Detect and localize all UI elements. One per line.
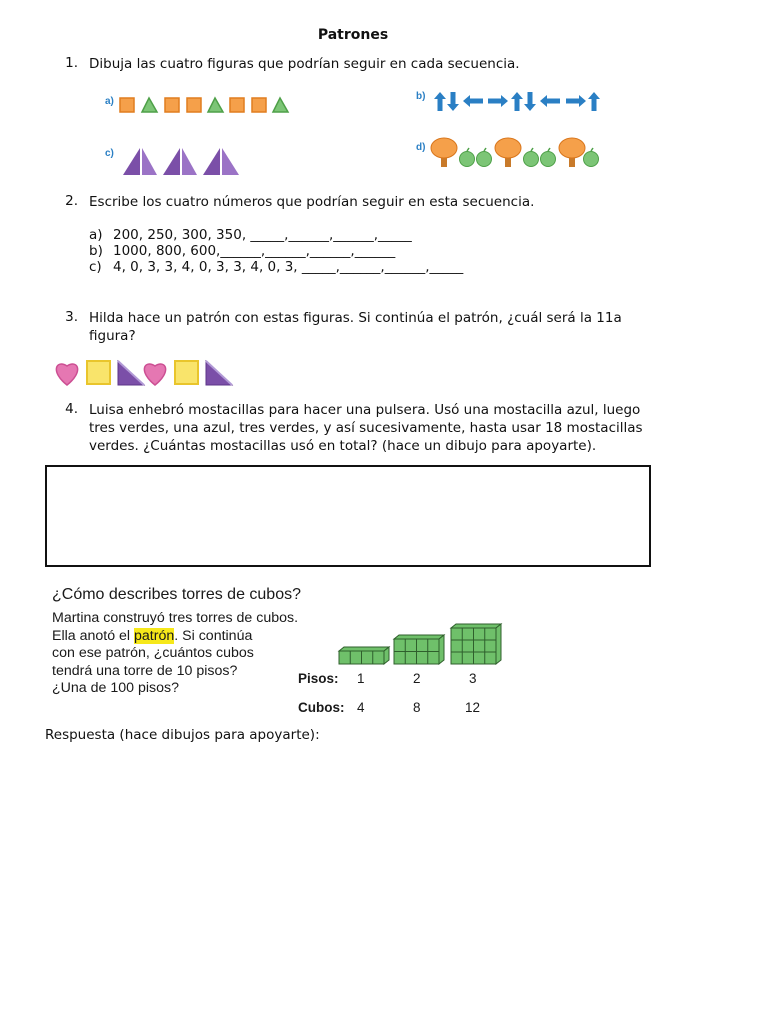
question-1-text: Dibuja las cuatro figuras que podrían seguir en cada secuencia. [89, 56, 520, 72]
drawing-answer-box[interactable] [45, 465, 651, 567]
sequence-d-label: d) [416, 142, 426, 153]
question-4-line-2: tres verdes, una azul, tres verdes, y así sucesivamente, hasta usar 18 mostacillas [89, 420, 643, 436]
tower-3 [451, 624, 501, 664]
floors-row-label: Pisos: [298, 671, 339, 686]
cubes-row-label: Cubos: [298, 700, 345, 715]
sequence-b-label: b) [416, 91, 426, 102]
up-arrow-icon [434, 92, 446, 111]
question-3-line-1: Hilda hace un patrón con estas figuras. Si continúa el patrón, ¿cuál será la 11a [89, 310, 622, 326]
cubes-text-line-2 [52, 628, 298, 646]
question-2-number: 2. [65, 193, 78, 209]
highlighted-word: patrón [134, 627, 175, 644]
right-arrow-icon [488, 95, 508, 107]
apple-icon [524, 148, 539, 167]
floors-value-1: 1 [357, 671, 365, 686]
left-arrow-icon [463, 95, 483, 107]
cubes-text-line-2-start: Ella anotó el [52, 627, 135, 644]
cubes-text-line-1: Martina construyó tres torres de cubos. [52, 610, 299, 626]
square-shape [87, 361, 110, 384]
apple-icon [584, 148, 599, 167]
square-shape [230, 98, 244, 112]
cubes-text-line-3: con ese patrón, ¿cuántos cubos [52, 645, 254, 661]
triangle-pair-shape [163, 148, 197, 175]
cubes-value-2: 8 [413, 700, 421, 715]
up-arrow-icon [588, 92, 600, 111]
tree-icon [559, 138, 585, 167]
question-3-shapes [54, 358, 236, 388]
square-shape [120, 98, 134, 112]
cube-towers [337, 622, 502, 667]
question-2-text: Escribe los cuatro números que podrían seguir en esta secuencia. [89, 194, 535, 210]
tower-1 [339, 647, 389, 664]
sequence-c-shapes [121, 146, 243, 176]
square-shape [187, 98, 201, 112]
answer-label: Respuesta (hace dibujos para apoyarte): [45, 727, 320, 743]
heart-icon [144, 364, 165, 385]
cubes-text-line-4: tendrá una torre de 10 pisos? [52, 662, 238, 679]
cubes-problem-text [52, 610, 298, 698]
question-3-number: 3. [65, 309, 78, 325]
sequence-item-c-text: 4, 0, 3, 3, 4, 0, 3, 3, 4, 0, 3, _____,______,______,_____ [113, 259, 464, 275]
sequence-a-label: a) [105, 96, 114, 107]
tree-icon [495, 138, 521, 167]
cubes-text-line-2-end: . Si continúa [174, 627, 253, 644]
triangle-shape [142, 98, 157, 112]
question-3-line-2: figura? [89, 328, 136, 344]
question-1-number: 1. [65, 55, 78, 71]
sequence-d-shapes [431, 136, 603, 170]
down-arrow-icon [524, 92, 536, 111]
apple-icon [477, 148, 492, 167]
sequence-b-arrows [433, 91, 603, 113]
tree-icon [431, 138, 457, 167]
sequence-item-c-label: c) [89, 259, 102, 275]
right-triangle-shape [118, 361, 144, 385]
cubes-value-1: 4 [357, 700, 365, 715]
triangle-shape [273, 98, 288, 112]
sequence-item-b-text: 1000, 800, 600,______,______,______,______ [113, 243, 396, 259]
triangle-pair-shape [123, 148, 157, 175]
sequence-item-a-label: a) [89, 227, 103, 243]
question-4-number: 4. [65, 401, 78, 417]
sequence-item-b-label: b) [89, 243, 103, 259]
triangle-shape [208, 98, 223, 112]
square-shape [165, 98, 179, 112]
sequence-a-shapes [119, 95, 294, 115]
apple-icon [460, 148, 475, 167]
right-arrow-icon [566, 95, 586, 107]
up-arrow-icon [511, 92, 523, 111]
floors-value-2: 2 [413, 671, 421, 686]
sequence-item-a-text: 200, 250, 300, 350, _____,______,______,_____ [113, 227, 412, 243]
tower-2 [394, 635, 444, 664]
square-shape [252, 98, 266, 112]
sequence-c-label: c) [105, 148, 114, 159]
cubes-text-line-5: ¿Una de 100 pisos? [52, 680, 179, 696]
heart-icon [56, 364, 77, 385]
left-arrow-icon [540, 95, 560, 107]
triangle-pair-shape [203, 148, 239, 175]
floors-value-3: 3 [469, 671, 477, 686]
question-4-line-3: verdes. ¿Cuántas mostacillas usó en total? (hace un dibujo para apoyarte). [89, 438, 597, 454]
cubes-section-title: ¿Cómo describes torres de cubos? [52, 586, 301, 603]
page-title: Patrones [317, 27, 389, 43]
apple-icon [541, 148, 556, 167]
cubes-value-3: 12 [465, 700, 481, 715]
question-4-line-1: Luisa enhebró mostacillas para hacer una pulsera. Usó una mostacilla azul, luego [89, 402, 641, 418]
right-triangle-shape [206, 361, 232, 385]
down-arrow-icon [447, 92, 459, 111]
square-shape [175, 361, 198, 384]
